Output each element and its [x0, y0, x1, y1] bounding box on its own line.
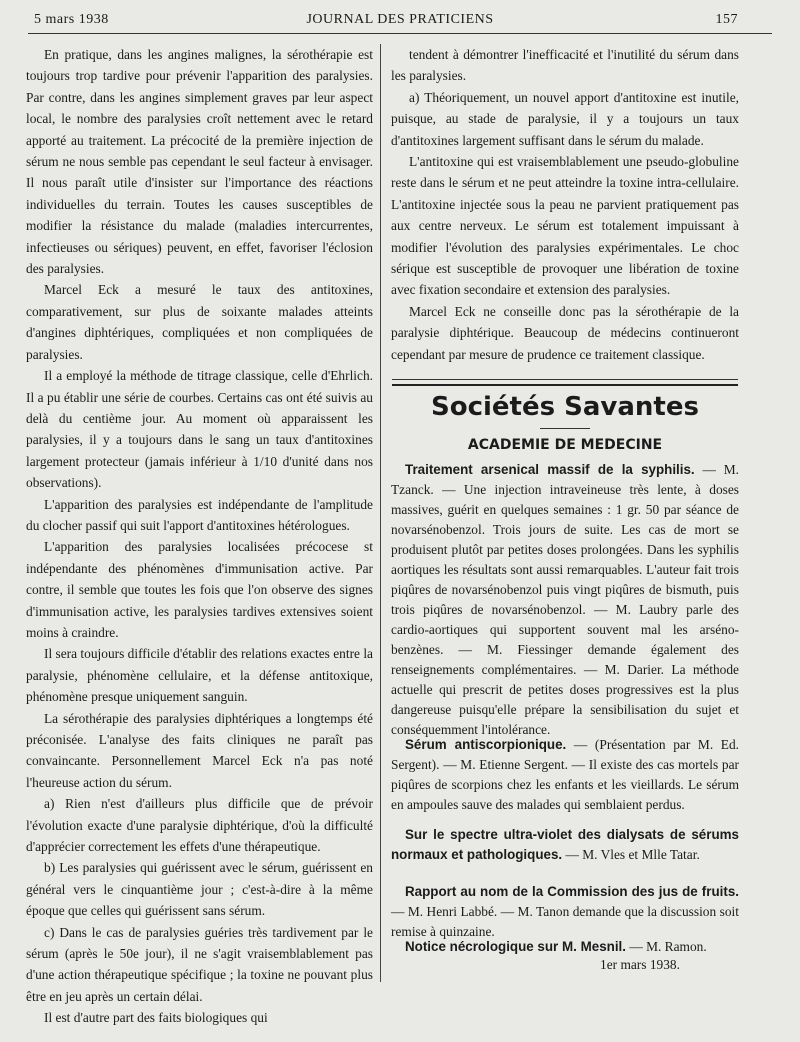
paragraph: Il a employé la méthode de titrage classique, celle d'Ehrlich. Il a pu établir une série de courbes. Certains cas ont été suivis au delà du centième jour. Au moment où apparaissent les paralysies, il y a toujours dans le sang un taux d'antitoxines largement protecteur (jamais inférieur à 1/10 d'unité dans nos observations). — [26, 368, 373, 491]
paragraph: Il est d'autre part des faits biologiques qui — [44, 1010, 268, 1026]
paragraph: Il sera toujours difficile d'établir des relations exactes entre la paralysie, phénomène cellulaire, et la défense antitoxique, phénomène presque uniquement sanguin. — [26, 646, 373, 705]
item-heading: Sérum antiscorpionique. — [405, 737, 567, 752]
item-heading: Rapport au nom de la Commission des jus de fruits. — [405, 884, 739, 899]
paragraph: a) Rien n'est d'ailleurs plus difficile que de prévoir l'évolution exacte d'une paralysie diphtérique, d'où la difficulté d'apprécier correctement les effets d'une thérapeutique. — [26, 796, 373, 855]
page-number: 157 — [715, 12, 738, 27]
item-heading: Traitement arsenical massif de la syphilis. — [405, 462, 695, 477]
journal-title: JOURNAL DES PRATICIENS — [306, 12, 494, 27]
paragraph: b) Les paralysies qui guérissent avec le sérum, guérissent en général vers le cinquantième jour ; c'est-à-dire à la même époque que celles qui guérissent sans sérum. — [26, 860, 373, 919]
running-header — [28, 12, 772, 34]
right-column — [391, 44, 739, 365]
item-heading: Notice nécrologique sur M. Mesnil. — [405, 939, 626, 954]
item-body: — M. Ramon. — [625, 939, 707, 954]
paragraph: La sérothérapie des paralysies diphtériques a longtemps été préconisée. L'analyse des faits cliniques ne paraît pas convaincante. Personnellement Marcel Eck n'a pas noté l'heureuse action du sérum. — [26, 710, 373, 790]
paragraph: L'antitoxine qui est vraisemblablement une pseudo-globuline reste dans le sérum et ne peut atteindre la toxine intra-cellulaire. L'antitoxine injectée sous la peau ne parvient pratiquement pas aux centre nerveux. Le sérum est totalement impuissant à modifier l'évolution des paralysies expérimentales. Le choc sérique est susceptible de provoquer une libération de toxine avec fixation secondaire et extension des paralysies. — [391, 154, 739, 298]
paragraph: tendent à démontrer l'inefficacité et l'inutilité du sérum dans les paralysies. — [391, 47, 739, 84]
column-divider — [380, 44, 381, 982]
paragraph: a) Théoriquement, un nouvel apport d'antitoxine est inutile, puisque, au stade de paralysie, il y a toujours un taux d'antitoxines largement suffisant dans le sérum du malade. — [391, 89, 739, 148]
paragraph: Marcel Eck a mesuré le taux des antitoxines, comparativement, sur plus de soixante malades atteints d'angines diphtériques, compliquées et non compliquées de paralysies. — [26, 282, 373, 362]
section-subtitle: ACADEMIE DE MEDECINE — [467, 437, 663, 453]
society-item — [391, 882, 739, 942]
society-item — [391, 460, 739, 740]
item-body: — M. Henri Labbé. — M. Tanon demande que la discussion soit remise à quinzaine. — [391, 904, 739, 939]
issue-date: 5 mars 1938 — [34, 12, 109, 27]
left-column — [26, 44, 373, 1029]
society-item — [391, 735, 739, 815]
paragraph: Marcel Eck ne conseille donc pas la sérothérapie de la paralysie diphtérique. Beaucoup de médecins continueront cependant par mesure de prudence ce traitement classique. — [391, 303, 739, 362]
paragraph: En pratique, dans les angines malignes, la sérothérapie est toujours trop tardive pour prévenir l'apparition des paralysies. Par contre, dans les angines simplement graves par leur aspect local, le nombre des paralysies croît nettement avec le retard apporté au traitement. La précocité de la première injection de sérum ne nous semble pas cependant le seul facteur à envisager. Il nous paraît utile d'insister sur l'importance des réactions individuelles du terrain. Toutes les causes susceptibles de modifier la résistance du malade (maladies intercurrentes, infectieuses ou sériques) peuvent, en effet, favoriser l'éclosion des paralysies. — [26, 47, 373, 277]
section-divider — [392, 379, 738, 386]
society-item — [391, 825, 739, 865]
header-rule — [28, 33, 772, 34]
paragraph: L'apparition des paralysies localisées précocese st indépendante des phénomènes d'immunisation active. Par contre, il semble que toutes les fois que l'on observe des signes d'immunisation active, les paralysies tardives extensives soient moins à craindre. — [26, 539, 373, 640]
item-body: — M. Vles et Mlle Tatar. — [562, 847, 700, 862]
section-title: Sociétés Savantes — [431, 392, 699, 422]
paragraph: c) Dans le cas de paralysies guéries très tardivement par le sérum (après le 50e jour), il ne s'agit vraisemblablement pas d'une action thérapeutique spécifique ; la toxine ne pouvant plus être en jeu après un certain délai. — [26, 924, 373, 1004]
paragraph: L'apparition des paralysies est indépendante de l'amplitude du clocher passif qui suit l'apport d'antitoxines hétérologues. — [26, 496, 373, 533]
title-underline — [540, 428, 590, 429]
society-item — [391, 937, 739, 957]
item-body: — (Présentation par M. Ed. Sergent). — M. Etienne Sergent. — Il existe des cas mortels par piqûres de scorpions chez les enfants et les vieillards. Le sérum en ampoules sauve des malades qui semblaient perdus. — [391, 737, 740, 812]
item-heading: Sur le spectre ultra-violet des dialysats de sérums normaux et pathologiques. — [391, 827, 739, 862]
item-body: — M. Tzanck. — Une injection intraveineuse très lente, à doses massives, guérit en quelques semaines : 1 gr. 50 par séance de novarsénobenzol. Trois jours de suite. Les cas de mort se produisent plutôt par petites doses prolongées. Dans les syphilis aortiques les résultats sont aussi remarquables. L'auteur fait trois piqûres de novarsénobenzol puis vingt piqûres de bismuth, puis trois piqûres de novarsénobenzol. — M. Laubry parle des cardio-aortiques qui supportent souvent mal les arséno-benzènes. — M. Fiessinger demande également des renseignements complémentaires. — M. Darier. La méthode actuelle qui prescrit de petites doses progressives est la plus dangereuse puisqu'elle prépare la sensibilisation du sujet et conséquemment l'intolérance. — [391, 462, 739, 737]
session-date: 1er mars 1938. — [600, 957, 680, 972]
